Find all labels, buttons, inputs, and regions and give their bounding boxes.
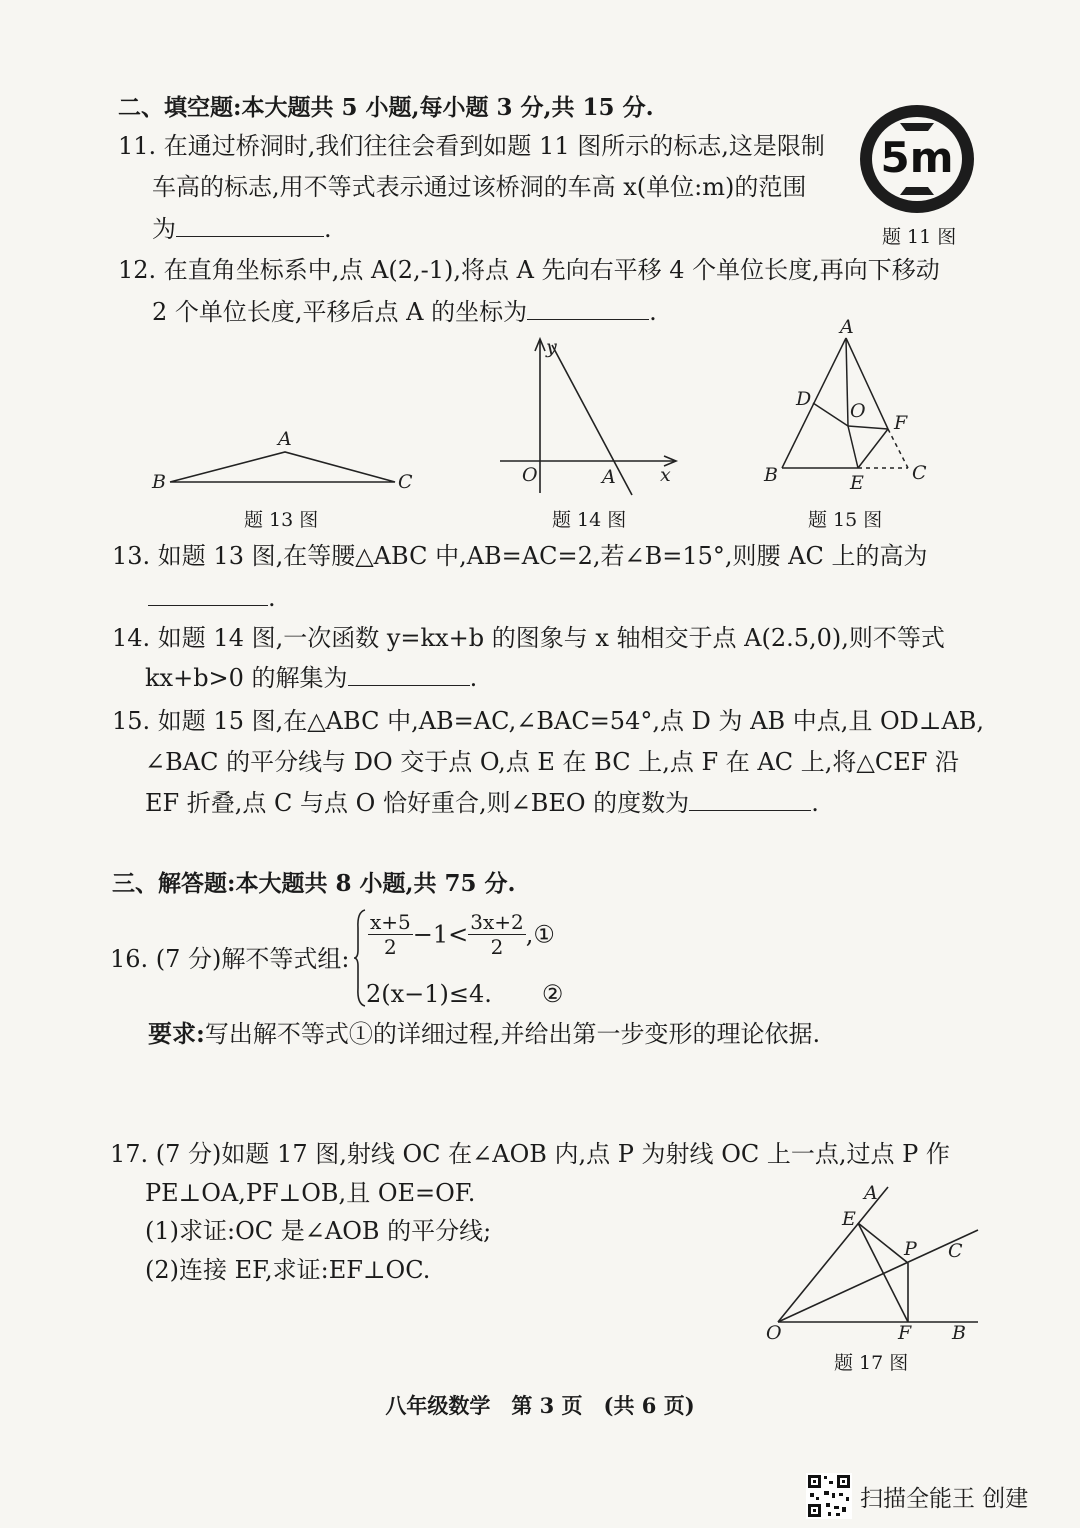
q16-requirement bbox=[148, 1018, 820, 1050]
fig13-label-B: B bbox=[152, 471, 166, 493]
sign-text: 5m bbox=[880, 133, 954, 182]
fig15-label-C: C bbox=[912, 462, 927, 484]
q11-line2: 车高的标志,用不等式表示通过该桥洞的车高 x(单位:m)的范围 bbox=[152, 173, 807, 201]
fig17-label-C: C bbox=[948, 1240, 963, 1262]
q11-text-b: . bbox=[324, 215, 332, 243]
fig17-figure bbox=[760, 1175, 990, 1350]
q16-mark2: ② bbox=[541, 980, 564, 1008]
fig17-label-F: F bbox=[898, 1322, 912, 1344]
q15-line1: 15. 如题 15 图,在△ABC 中,AB=AC,∠BAC=54°,点 D 为 AB 中点,且 OD⊥AB, bbox=[112, 707, 985, 735]
q11-line1: 11. 在通过桥洞时,我们往往会看到如题 11 图所示的标志,这是限制 bbox=[118, 132, 825, 160]
fig17-label-O: O bbox=[766, 1322, 782, 1344]
q16-ineq2-text: 2(x−1)≤4. bbox=[366, 980, 492, 1008]
section2-title: 二、填空题:本大题共 5 小题,每小题 3 分,共 15 分. bbox=[118, 94, 654, 121]
q12-line1: 12. 在直角坐标系中,点 A(2,-1),将点 A 先向右平移 4 个单位长度,再向下移动 bbox=[118, 256, 940, 284]
fig15-label-F: F bbox=[894, 412, 908, 434]
q15-text-a: EF 折叠,点 C 与点 O 恰好重合,则∠BEO 的度数为 bbox=[145, 789, 690, 817]
q13-line1: 13. 如题 13 图,在等腰△ABC 中,AB=AC=2,若∠B=15°,则腰 AC 上的高为 bbox=[112, 542, 928, 570]
fig14-caption: 题 14 图 bbox=[552, 509, 627, 531]
page-footer: 八年级数学 第 3 页 (共 6 页) bbox=[385, 1393, 695, 1418]
q14-text-a: kx+b>0 的解集为 bbox=[145, 664, 348, 692]
q13-answer-blank bbox=[148, 585, 268, 606]
q16-fraction1 bbox=[368, 910, 413, 959]
q16-inequality2 bbox=[366, 978, 563, 1010]
figures-13-14-15 bbox=[140, 315, 1000, 505]
q13-text: . bbox=[268, 584, 276, 612]
q14-answer-blank bbox=[348, 665, 470, 686]
fig15-label-A: A bbox=[840, 316, 854, 338]
q14-line1: 14. 如题 14 图,一次函数 y=kx+b 的图象与 x 轴相交于点 A(2.5,0),则不等式 bbox=[112, 624, 945, 652]
fig14-label-y: y bbox=[546, 336, 557, 358]
q17-line3: (1)求证:OC 是∠AOB 的平分线; bbox=[145, 1217, 492, 1245]
q16-req-label: 要求: bbox=[148, 1019, 205, 1048]
fig14-label-x: x bbox=[660, 464, 671, 486]
q16-fraction2 bbox=[468, 910, 526, 959]
fig15-label-E: E bbox=[850, 472, 864, 494]
q12-text-a: 2 个单位长度,平移后点 A 的坐标为 bbox=[152, 298, 528, 326]
section3-title: 三、解答题:本大题共 8 小题,共 75 分. bbox=[112, 870, 516, 897]
q16-req-text: 写出解不等式①的详细过程,并给出第一步变形的理论依据. bbox=[204, 1020, 821, 1048]
fig17-label-B: B bbox=[952, 1322, 966, 1344]
fig15-label-O: O bbox=[850, 400, 866, 422]
fig14-label-A: A bbox=[602, 466, 616, 488]
fig17-label-P: P bbox=[904, 1238, 917, 1260]
q16-minus-less: −1< bbox=[412, 920, 469, 949]
q15-answer-blank bbox=[689, 790, 811, 811]
fig15-caption: 题 15 图 bbox=[808, 509, 883, 531]
q17-line2: PE⊥OA,PF⊥OB,且 OE=OF. bbox=[145, 1179, 476, 1207]
q15-line2: ∠BAC 的平分线与 DO 交于点 O,点 E 在 BC 上,点 F 在 AC 上,将△CEF 沿 bbox=[145, 748, 959, 776]
q16-f2-denominator: 2 bbox=[490, 935, 504, 959]
q12-text-b: . bbox=[649, 298, 657, 326]
q16-inequality1 bbox=[368, 910, 555, 959]
fig17-label-A: A bbox=[864, 1182, 878, 1204]
q11-line3 bbox=[152, 213, 332, 245]
fig13-triangle bbox=[170, 452, 395, 482]
q16-prefix: 16. (7 分)解不等式组: bbox=[110, 945, 350, 973]
fig17-caption: 题 17 图 bbox=[834, 1352, 909, 1374]
q16-f1-numerator: x+5 bbox=[370, 910, 411, 934]
q16-f1-denominator: 2 bbox=[384, 935, 397, 959]
fig13-label-C: C bbox=[398, 471, 413, 493]
q15-text-b: . bbox=[811, 789, 819, 817]
q14-line2 bbox=[145, 662, 477, 694]
q17-line4: (2)连接 EF,求证:EF⊥OC. bbox=[145, 1256, 431, 1284]
q11-answer-blank bbox=[176, 216, 324, 237]
q17-line1: 17. (7 分)如题 17 图,射线 OC 在∠AOB 内,点 P 为射线 OC 上一点,过点 P 作 bbox=[110, 1140, 950, 1168]
q11-text-a: 为 bbox=[152, 215, 176, 243]
qr-code-icon bbox=[806, 1473, 852, 1519]
q16-f2-numerator: 3x+2 bbox=[470, 910, 524, 934]
fig11-caption: 题 11 图 bbox=[882, 226, 957, 248]
height-limit-sign bbox=[858, 103, 976, 215]
fig15-label-D: D bbox=[796, 388, 812, 410]
q13-line2 bbox=[148, 582, 276, 614]
q14-text-b: . bbox=[469, 664, 478, 692]
fig15-label-B: B bbox=[764, 464, 778, 486]
fig14-line bbox=[552, 345, 632, 495]
q15-line3 bbox=[145, 787, 819, 819]
fig14-label-O: O bbox=[522, 464, 538, 486]
fig13-label-A: A bbox=[278, 428, 292, 450]
q16-mark1: ,① bbox=[525, 920, 555, 949]
q16-brace bbox=[353, 908, 367, 1008]
fig17-label-E: E bbox=[842, 1208, 856, 1230]
fig13-caption: 题 13 图 bbox=[244, 509, 319, 531]
watermark-text: 扫描全能王 创建 bbox=[860, 1486, 1029, 1512]
